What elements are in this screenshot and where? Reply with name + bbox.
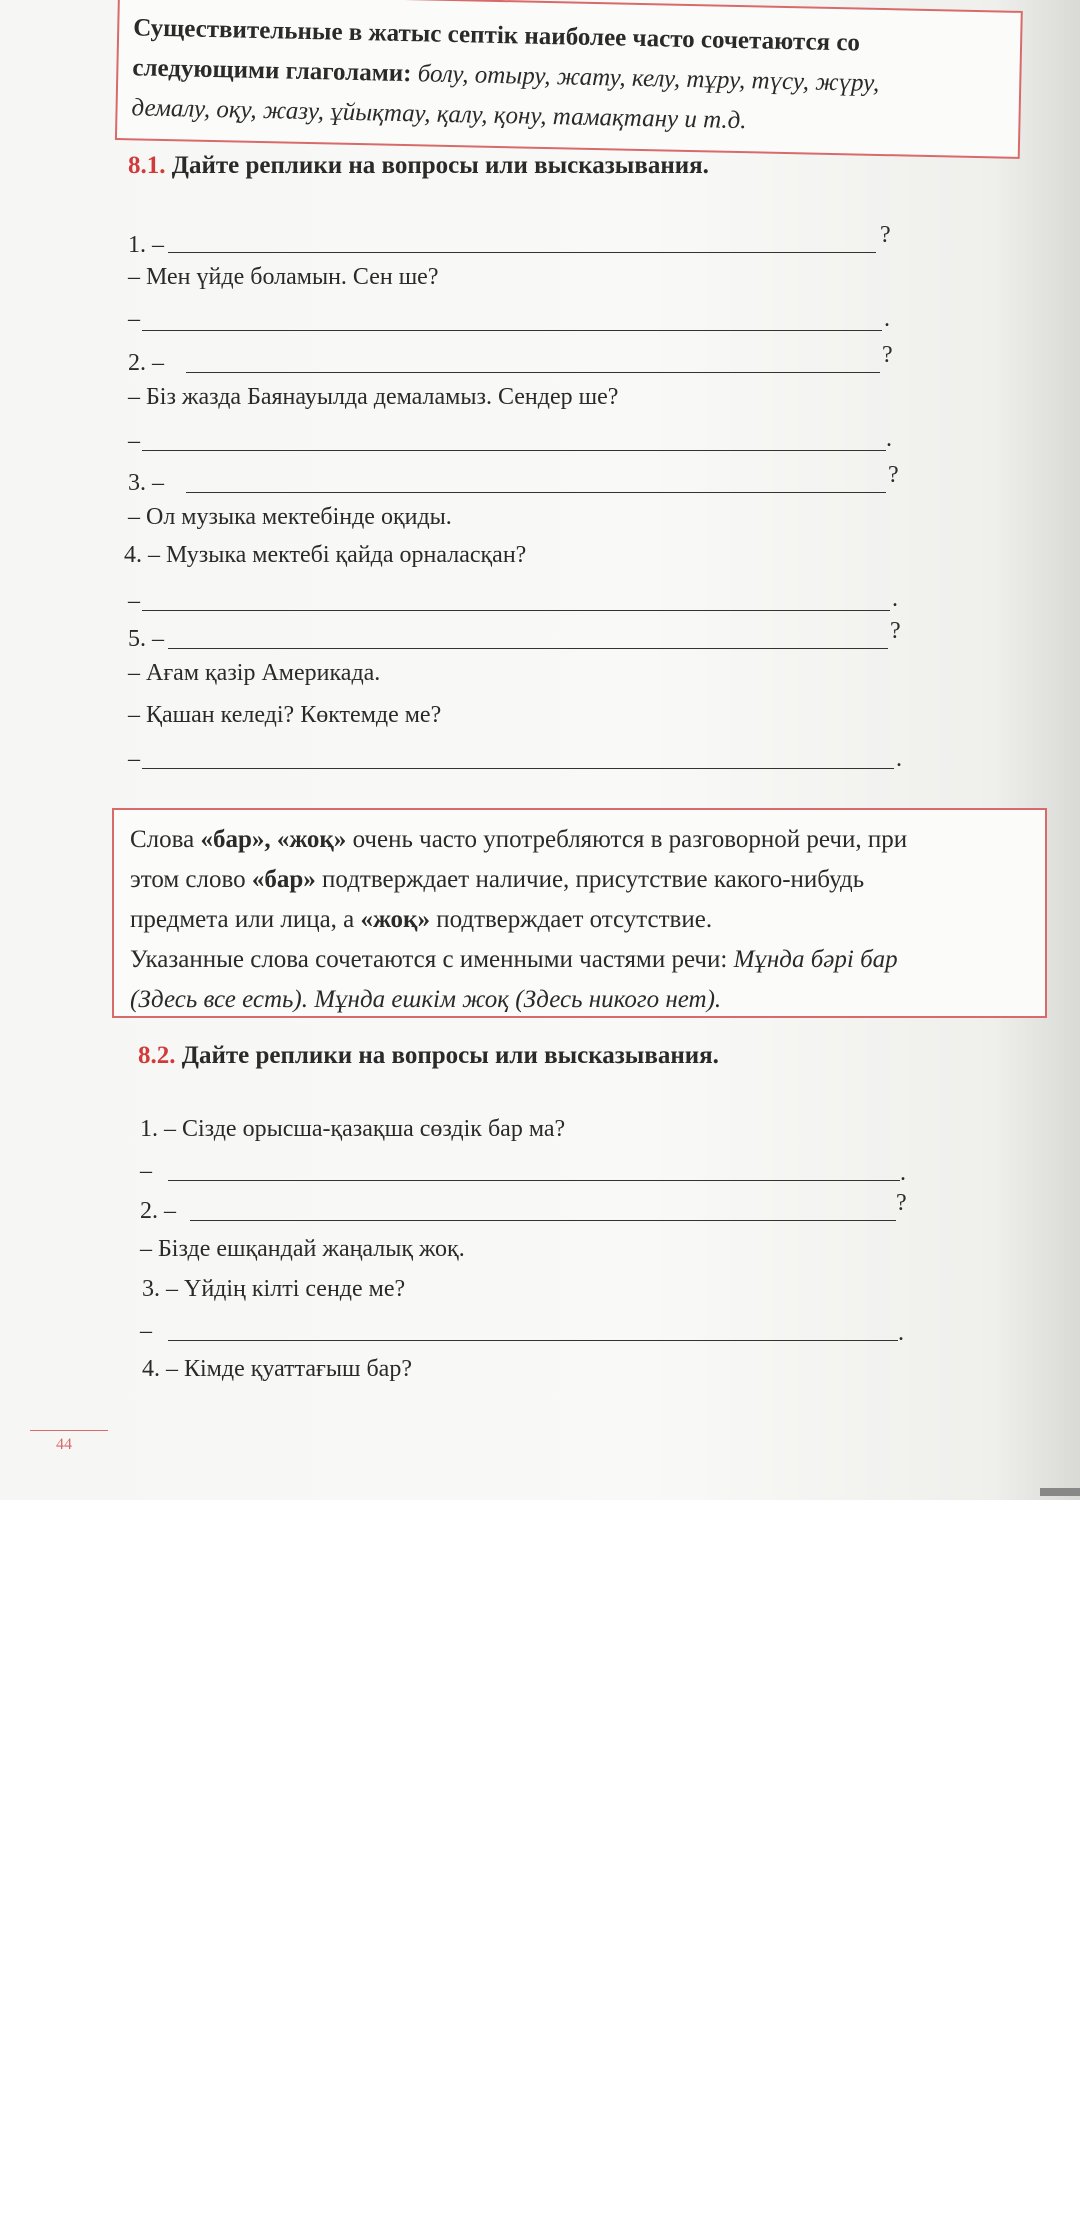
period-mark: . bbox=[900, 1160, 906, 1186]
answer-blank[interactable] bbox=[190, 1220, 896, 1221]
period-mark: . bbox=[898, 1320, 904, 1346]
ex1-line-14: – bbox=[128, 746, 140, 772]
exercise-8-2-title: 8.2. Дайте реплики на вопросы или высказывания. bbox=[138, 1042, 719, 1069]
answer-blank[interactable] bbox=[142, 330, 882, 331]
ex1-line-4: 2. – bbox=[128, 350, 164, 376]
rule-box-locative bbox=[115, 0, 1023, 159]
rule2-line-4: Указанные слова сочетаются с именными частями речи: Мұнда бәрі бар bbox=[130, 946, 898, 973]
rule-line-2: следующими глаголами: болу, отыру, жату, келу, тұру, түсу, жүру, bbox=[132, 54, 880, 97]
ex2-line-5: 3. – Үйдің кілті сенде ме? bbox=[142, 1276, 406, 1302]
ex1-line-7: 3. – bbox=[128, 470, 164, 496]
exercise-8-1-title: 8.1. Дайте реплики на вопросы или высказывания. bbox=[128, 152, 709, 179]
rule-box-bar-zhok bbox=[112, 808, 1047, 1018]
question-mark: ? bbox=[896, 1190, 907, 1216]
answer-blank[interactable] bbox=[168, 648, 888, 649]
rule-line-1: Существительные в жатыс септік наиболее часто сочетаются со bbox=[132, 14, 861, 57]
rule2-line-1: Слова «бар», «жоқ» очень часто употребляются в разговорной речи, при bbox=[130, 826, 908, 853]
ex2-line-6: – bbox=[140, 1318, 152, 1344]
ex2-line-7: 4. – Кімде қуаттағыш бар? bbox=[142, 1356, 412, 1382]
period-mark: . bbox=[892, 586, 898, 612]
answer-blank[interactable] bbox=[142, 768, 894, 769]
period-mark: . bbox=[886, 426, 892, 452]
answer-blank[interactable] bbox=[168, 1340, 898, 1341]
ex1-line-9: 4. – Музыка мектебі қайда орналасқан? bbox=[124, 542, 527, 568]
ex2-line-4: – Бізде ешқандай жаңалық жоқ. bbox=[140, 1236, 465, 1262]
ex1-line-12: – Ағам қазір Америкада. bbox=[128, 660, 381, 686]
ex2-line-3: 2. – bbox=[140, 1198, 176, 1224]
rule2-line-3: предмета или лица, а «жоқ» подтверждает отсутствие. bbox=[130, 906, 713, 933]
ex2-line-1: 1. – Сізде орысша-қазақша сөздік бар ма? bbox=[140, 1116, 566, 1142]
ex1-line-3: – bbox=[128, 306, 140, 332]
rule2-line-2: этом слово «бар» подтверждает наличие, присутствие какого-нибудь bbox=[130, 866, 865, 893]
answer-blank[interactable] bbox=[142, 450, 886, 451]
question-mark: ? bbox=[890, 618, 901, 644]
ex1-line-8: – Ол музыка мектебінде оқиды. bbox=[128, 504, 452, 530]
question-mark: ? bbox=[888, 462, 899, 488]
rule2-line-5: (Здесь все есть). Мұнда ешкім жоқ (Здесь никого нет). bbox=[130, 986, 722, 1013]
ex1-line-6: – bbox=[128, 428, 140, 454]
ex1-line-1: 1. – bbox=[128, 232, 164, 258]
ex2-line-2: – bbox=[140, 1158, 152, 1184]
answer-blank[interactable] bbox=[142, 610, 890, 611]
ex1-line-5: – Біз жазда Баянауылда демаламыз. Сендер ше? bbox=[128, 384, 619, 410]
page-edge-mark bbox=[1040, 1488, 1080, 1496]
page-number-rule bbox=[30, 1430, 108, 1431]
period-mark: . bbox=[896, 746, 902, 772]
question-mark: ? bbox=[882, 342, 893, 368]
answer-blank[interactable] bbox=[186, 492, 886, 493]
ex1-line-13: – Қашан келеді? Көктемде ме? bbox=[128, 702, 442, 728]
ex1-line-10: – bbox=[128, 588, 140, 614]
ex1-line-2: – Мен үйде боламын. Сен ше? bbox=[128, 264, 439, 290]
question-mark: ? bbox=[880, 222, 891, 248]
period-mark: . bbox=[884, 306, 890, 332]
page-number: 44 bbox=[56, 1436, 72, 1453]
answer-blank[interactable] bbox=[168, 1180, 900, 1181]
answer-blank[interactable] bbox=[168, 252, 876, 253]
answer-blank[interactable] bbox=[186, 372, 880, 373]
rule-line-3: демалу, оқу, жазу, ұйықтау, қалу, қону, тамақтану и т.д. bbox=[131, 94, 747, 135]
ex1-line-11: 5. – bbox=[128, 626, 164, 652]
